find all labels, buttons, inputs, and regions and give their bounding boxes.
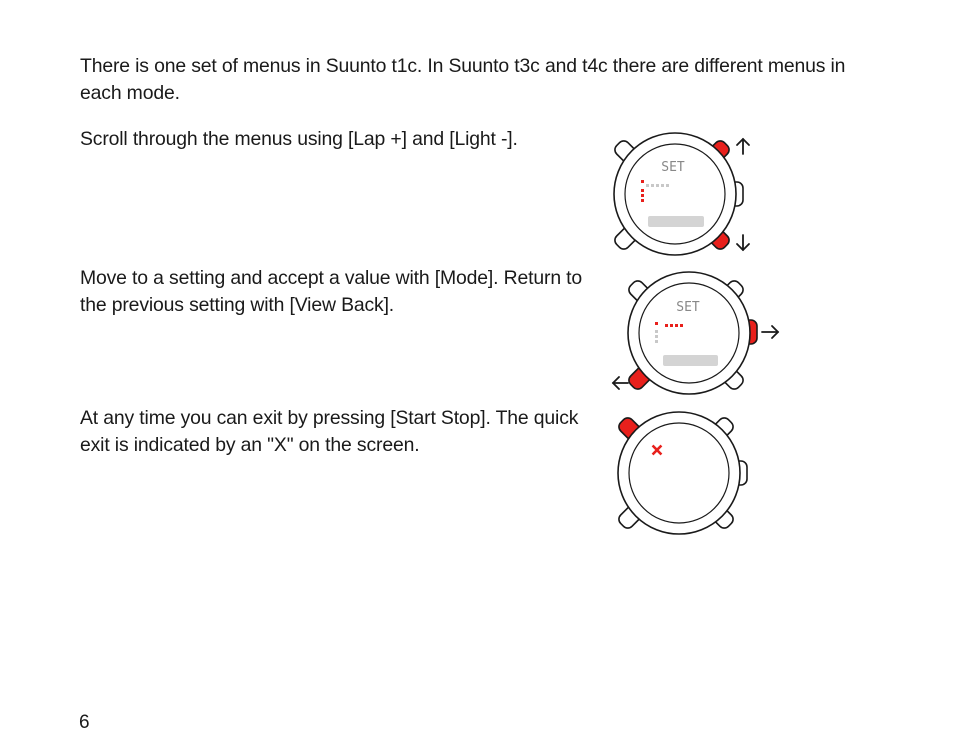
watch-exit-illustration [600, 405, 790, 537]
watch-screen [625, 144, 725, 244]
watch-accept-illustration [600, 266, 790, 398]
quick-exit-x-icon: × [650, 438, 664, 463]
menu-bar [648, 216, 704, 227]
watch-screen-text: SET [661, 160, 685, 175]
watch-scroll-illustration [600, 126, 790, 258]
arrow-right-icon [762, 326, 778, 338]
arrow-down-icon [737, 235, 749, 250]
page-number: 6 [79, 712, 90, 733]
intro-paragraph: There is one set of menus in Suunto t1c. In Suunto t3c and t4c there are different menus in each mode. [80, 55, 846, 104]
watch-screen-text: SET [676, 300, 700, 315]
watch-screen [639, 283, 739, 383]
exit-instruction: At any time you can exit by pressing [Start Stop]. The quick exit is indicated by an "X" on the screen. [80, 407, 579, 456]
menu-bar [663, 355, 718, 366]
arrow-up-icon [737, 139, 749, 154]
scroll-instruction: Scroll through the menus using [Lap +] and [Light -]. [80, 128, 518, 150]
move-instruction: Move to a setting and accept a value with [Mode]. Return to the previous setting with [View Back]. [80, 267, 583, 316]
watch-screen [629, 423, 729, 523]
arrow-left-icon [613, 377, 628, 389]
